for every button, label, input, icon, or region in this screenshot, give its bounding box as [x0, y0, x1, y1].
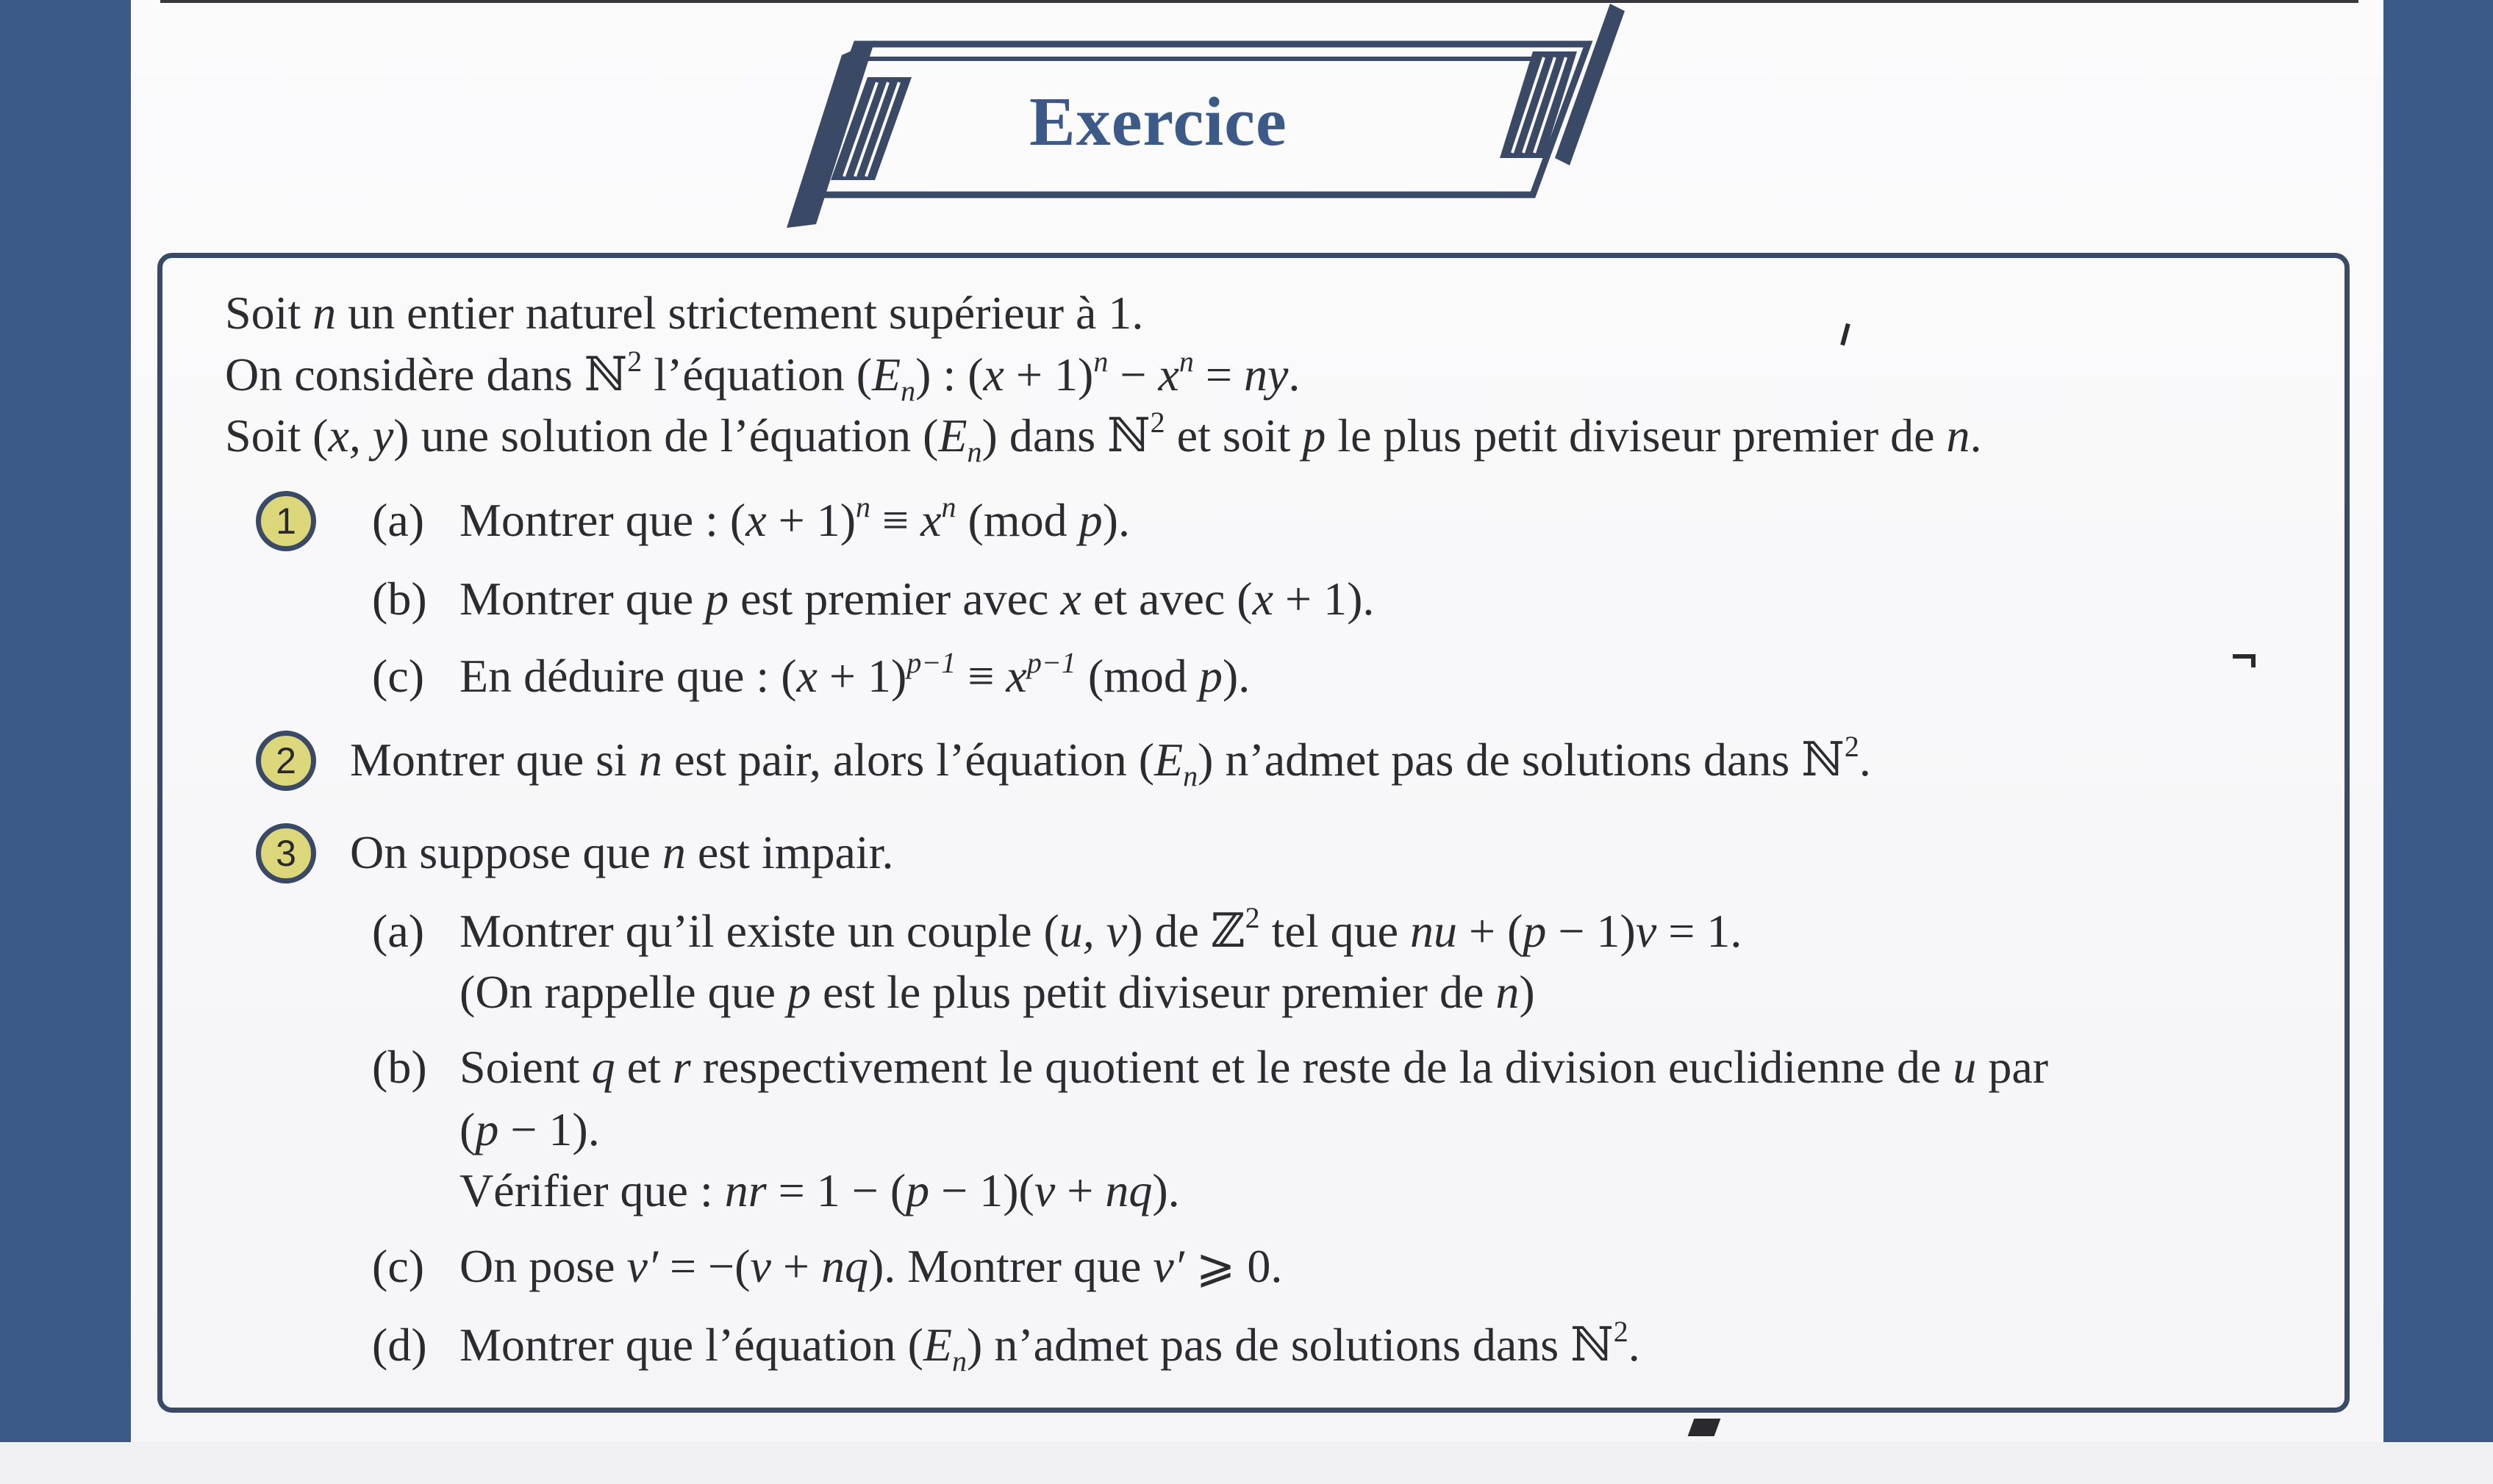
- q3c-text: On pose v′ = −(v + nq). Montrer que v′ ⩾ 0.: [459, 1240, 1283, 1292]
- q3a-reminder: (On rappelle que p est le plus petit diviseur premier de n): [459, 966, 1535, 1018]
- q3b-text-line-2: (p − 1).: [459, 1103, 600, 1155]
- q3a-label: (a): [372, 905, 425, 957]
- q3d-label: (d): [372, 1319, 427, 1371]
- q3b-text: Soient q et r respectivement le quotient et le reste de la division euclidienne de u par: [459, 1041, 2049, 1093]
- intro-line-1: Soit n un entier naturel strictement supérieur à 1.: [225, 287, 1144, 339]
- q1a-label: (a): [372, 494, 425, 546]
- question-1-badge: 1: [256, 491, 316, 551]
- right-blue-band: [2383, 0, 2493, 1442]
- q3-intro: On suppose que n est impair.: [350, 826, 894, 878]
- q1c-text: En déduire que : $(x + 1)^{p-1} \equiv x^{p-1}$ (mod p).: [459, 646, 1251, 702]
- intro-line-3: Soit (x, y) une solution de l’équation $(E_n)$ dans ℕ$^2$ et soit p le plus petit diviseur premier de n.: [225, 406, 1982, 468]
- q3d-text: Montrer que l’équation $(E_n)$ n’admet pas de solutions dans ℕ$^2$.: [459, 1315, 1640, 1377]
- q3b-verify: Vérifier que : nr = 1 − (p − 1)(v + nq).: [459, 1164, 1180, 1216]
- bottom-strip: [0, 1442, 2493, 1484]
- q3b-label: (b): [372, 1041, 427, 1093]
- q1a-text: Montrer que : $(x + 1)^n \equiv x^n$ (mod p).: [459, 490, 1130, 546]
- q1b-label: (b): [372, 573, 427, 625]
- left-blue-band: [0, 0, 131, 1442]
- q3a-text: Montrer qu’il existe un couple (u, v) de ℤ$^2$ tel que nu + (p − 1)v = 1.: [459, 901, 1742, 957]
- q1c-label: (c): [372, 650, 425, 702]
- question-2-badge: 2: [256, 731, 316, 791]
- intro-line-2: On considère dans ℕ$^2$ l’équation $(E_n)$ : $(x + 1)^n - x^n$ = ny.: [225, 345, 1301, 407]
- question-3-badge: 3: [256, 823, 316, 883]
- page-title: Exercice: [1029, 84, 1287, 160]
- q2-text: Montrer que si n est pair, alors l’équation $(E_n)$ n’admet pas de solutions dans ℕ$^2$.: [350, 730, 1871, 792]
- q3c-label: (c): [372, 1240, 425, 1292]
- q1b-text: Montrer que p est premier avec x et avec (x + 1).: [459, 573, 1375, 625]
- scan-mark-3: [2251, 654, 2256, 667]
